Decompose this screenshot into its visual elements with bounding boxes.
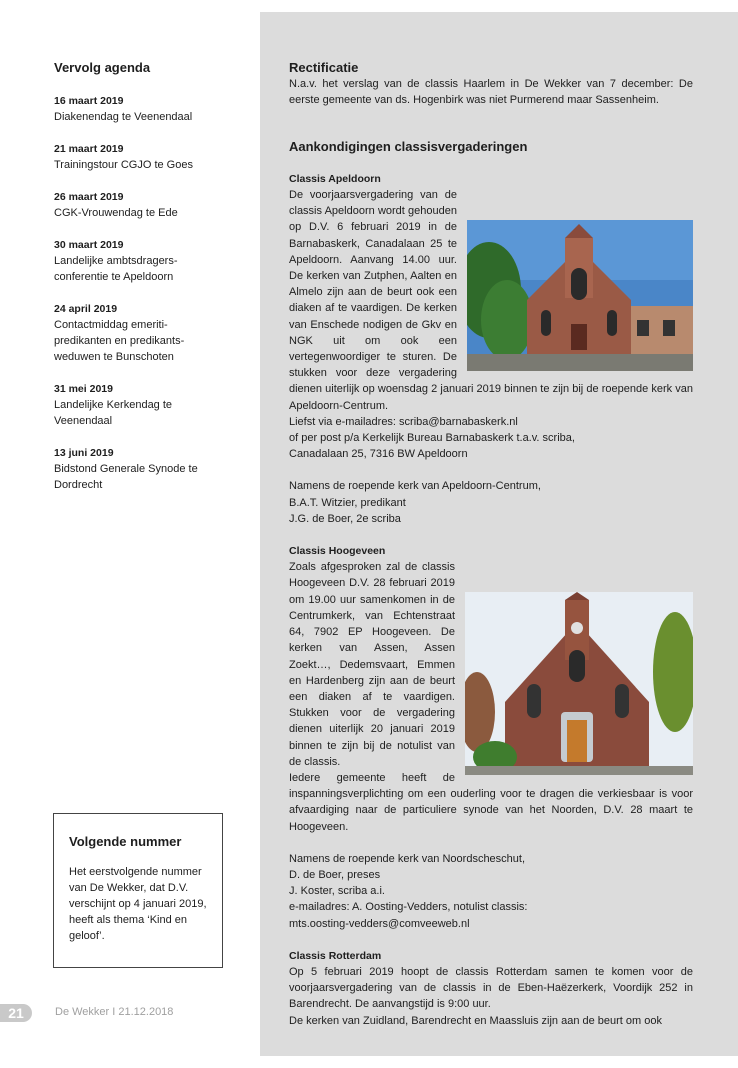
agenda-item [54, 381, 244, 429]
hoogeveen-signature: e-mailadres: A. Oosting-Vedders, notulist classis: [289, 901, 528, 914]
agenda-text: Landelijke ambtsdragers- conferentie te Apeldoorn [54, 255, 178, 283]
rotterdam-text: De kerken van Zuidland, Barendrecht en Maassluis zijn aan de beurt om ook [289, 1014, 662, 1027]
agenda-column [54, 60, 244, 509]
agenda-item [54, 445, 244, 493]
agenda-item [54, 93, 244, 125]
apeldoorn-intro: De voorjaarsvergadering van de classis Apeldoorn wordt gehouden op D.V. 6 februari 2019 in de Barnabaskerk, Canadalaan 25 te Apeldoorn. Aanvang 14.00 uur. De kerken van Zutphen, Aalten en Almelo zijn aan de beurt ook een diaken af te vaardigen. De kerken van Enschede nodigen de Gkv en NGK uit om ook een vertegenwoordiger te sturen. De stukken voor deze vergadering dienen uiterlijk op woensdag 2 januari 2019 binnen te zijn bij de roepende kerk van Apeldoorn-Centrum. [289, 189, 693, 412]
page-footer [0, 1004, 300, 1022]
agenda-item [54, 189, 244, 221]
agenda-title: Vervolg agenda [54, 60, 151, 75]
hoogeveen-section [289, 559, 693, 834]
agenda-date: 31 mei 2019 [54, 383, 113, 395]
rectificatie-text: N.a.v. het verslag van de classis Haarlem in De Wekker van 7 december: De eerste gemeente van ds. Hogenbirk was niet Purmerend maar Sassenheim. [289, 78, 693, 107]
agenda-date: 30 maart 2019 [54, 239, 124, 251]
agenda-text: Bidstond Generale Synode te Dordrecht [54, 463, 198, 491]
agenda-text: CGK-Vrouwendag te Ede [54, 207, 178, 219]
agenda-item [54, 237, 244, 285]
footer-publication: De Wekker I 21.12.2018 [55, 1006, 174, 1018]
agenda-item [54, 141, 244, 173]
next-issue-box [53, 813, 223, 968]
rotterdam-text: Op 5 februari 2019 hoopt de classis Rotterdam samen te komen voor de voorjaarsvergadering van de classis in de Eben-Haëzerkerk, Voordijk 252 in Barendrecht. De aanvangstijd is 9:00 uur. [289, 965, 693, 1011]
apeldoorn-section [289, 187, 693, 414]
hoogeveen-duty: Iedere gemeente heeft de inspanningsverplichting om een ouderling voor te dragen die verkiesbaar is voor afvaardiging naar de particuliere synode van het Noorden, D.V. 28 maart te Hoogeveen. [289, 771, 693, 833]
apeldoorn-contact-email: Liefst via e-mailadres: scriba@barnabaskerk.nl [289, 415, 518, 428]
apeldoorn-contact-post: of per post p/a Kerkelijk Bureau Barnabaskerk t.a.v. scriba, [289, 432, 575, 445]
barnabaskerk-photo [467, 220, 693, 371]
agenda-date: 21 maart 2019 [54, 143, 124, 155]
centrumkerk-photo [465, 592, 693, 775]
agenda-date: 24 april 2019 [54, 303, 118, 315]
apeldoorn-signature: J.G. de Boer, 2e scriba [289, 512, 401, 525]
hoogeveen-signature: D. de Boer, preses [289, 868, 381, 881]
page-number: 21 [0, 1004, 32, 1022]
hoogeveen-email: mts.oosting-vedders@comveeweb.nl [289, 917, 470, 930]
next-issue-title: Volgende nummer [69, 834, 182, 849]
agenda-text: Landelijke Kerkendag te Veenendaal [54, 399, 173, 427]
hoogeveen-intro: Zoals afgesproken zal de classis Hoogeveen D.V. 28 februari 2019 om 19.00 uur samenkomen in de Centrumkerk, van Echtenstraat 64, 7902 EP Hoogeveen. De kerken van Assen, Assen Zoekt…, Dedemsvaart, Emmen en Hardenberg zijn aan de beurt een diaken af te vaardigen. Stukken voor de vergadering dienen uiterlijk 20 januari 2019 binnen te zijn bij de notulist van de classis. [289, 561, 455, 768]
apeldoorn-signature: B.A.T. Witzier, predikant [289, 496, 406, 509]
agenda-item [54, 301, 244, 365]
agenda-date: 26 maart 2019 [54, 191, 124, 203]
rectificatie-title: Rectificatie [289, 60, 359, 75]
hoogeveen-signature: Namens de roepende kerk van Noordscheschut, [289, 852, 526, 865]
apeldoorn-signature: Namens de roepende kerk van Apeldoorn-Centrum, [289, 480, 541, 493]
agenda-text: Trainingstour CGJO te Goes [54, 159, 193, 171]
apeldoorn-contact-address: Canadalaan 25, 7316 BW Apeldoorn [289, 448, 468, 461]
announcements-title: Aankondigingen classisvergaderingen [289, 138, 528, 154]
next-issue-text: Het eerstvolgende nummer van De Wekker, dat D.V. verschijnt op 4 januari 2019, heeft als thema ‘Kind en geloof’. [69, 866, 207, 942]
agenda-text: Contactmiddag emeriti- predikanten en predikants- weduwen te Bunschoten [54, 319, 185, 363]
hoogeveen-heading: Classis Hoogeveen [289, 545, 386, 558]
agenda-text: Diakenendag te Veenendaal [54, 111, 193, 123]
hoogeveen-signature: J. Koster, scriba a.i. [289, 885, 385, 898]
apeldoorn-heading: Classis Apeldoorn [289, 172, 381, 185]
agenda-date: 13 juni 2019 [54, 447, 114, 459]
main-column [289, 60, 693, 1029]
agenda-date: 16 maart 2019 [54, 95, 124, 107]
rotterdam-heading: Classis Rotterdam [289, 949, 382, 962]
